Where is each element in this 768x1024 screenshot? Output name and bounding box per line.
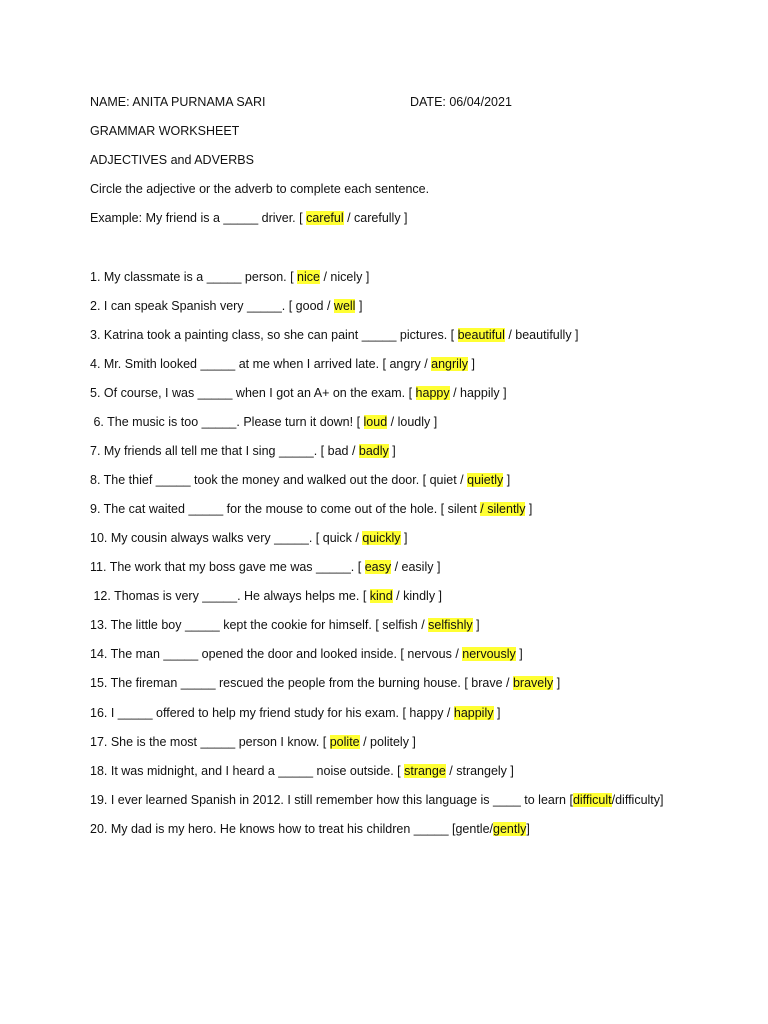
sentence-text: / loudly ]: [387, 415, 438, 429]
student-name: NAME: ANITA PURNAMA SARI: [90, 95, 266, 109]
sentence-text: 5. Of course, I was _____ when I got an A+ on the exam. [: [90, 386, 416, 400]
highlighted-answer: happily: [453, 706, 494, 720]
sentence-text: / kindly ]: [392, 589, 443, 603]
sentence-text: ]: [515, 647, 523, 661]
sentence-text: 7. My friends all tell me that I sing _____. [ bad /: [90, 444, 359, 458]
question-3: [90, 326, 579, 344]
highlighted-answer: / silently: [480, 502, 526, 516]
sentence-text: / nicely ]: [319, 270, 370, 284]
sentence-text: ]: [355, 299, 363, 313]
sentence-text: ]: [503, 473, 511, 487]
highlighted-answer: easy: [364, 560, 392, 574]
question-17: [90, 733, 416, 751]
highlighted-answer: kind: [369, 589, 393, 603]
sentence-text: 10. My cousin always walks very _____. [ quick /: [90, 531, 363, 545]
sentence-text: 20. My dad is my hero. He knows how to treat his children _____ [gentle/: [90, 822, 493, 836]
sentence-text: / politely ]: [359, 735, 416, 749]
highlighted-answer: difficult: [572, 793, 612, 807]
sentence-text: 2. I can speak Spanish very _____. [ good /: [90, 299, 334, 313]
sentence-text: 14. The man _____ opened the door and looked inside. [ nervous /: [90, 647, 463, 661]
question-10: [90, 529, 408, 547]
question-8: [90, 471, 510, 489]
sentence-text: 1. My classmate is a _____ person. [: [90, 270, 298, 284]
sentence-text: 17. She is the most _____ person I know. [: [90, 735, 330, 749]
sentence-text: ]: [400, 531, 408, 545]
question-15: [90, 674, 560, 692]
sentence-text: 13. The little boy _____ kept the cookie for himself. [ selfish /: [90, 618, 429, 632]
question-1: [90, 268, 369, 286]
question-14: [90, 645, 523, 663]
sentence-text: ]: [388, 444, 396, 458]
sentence-text: / strangely ]: [445, 764, 514, 778]
question-5: [90, 384, 507, 402]
sentence-text: ]: [472, 618, 480, 632]
question-20: [90, 820, 530, 838]
highlighted-answer: strange: [404, 764, 446, 778]
question-4: [90, 355, 475, 373]
sentence-text: ]: [525, 502, 533, 516]
sentence-text: ]: [526, 822, 530, 836]
highlighted-answer: beautiful: [457, 328, 505, 342]
highlighted-answer: selfishly: [428, 618, 473, 632]
question-13: [90, 616, 480, 634]
highlighted-answer: gently: [493, 822, 527, 836]
highlighted-answer: nice: [297, 270, 320, 284]
sentence-text: 3. Katrina took a painting class, so she can paint _____ pictures. [: [90, 328, 458, 342]
highlighted-answer: happy: [415, 386, 450, 400]
example-sentence: [90, 209, 408, 227]
sentence-text: / easily ]: [391, 560, 441, 574]
highlighted-answer: nervously: [462, 647, 516, 661]
sentence-text: 18. It was midnight, and I heard a _____ noise outside. [: [90, 764, 405, 778]
sentence-text: 12. Thomas is very _____. He always helps me. [: [90, 589, 370, 603]
highlighted-answer: careful: [306, 211, 344, 225]
question-18: [90, 762, 514, 780]
sentence-text: 6. The music is too _____. Please turn it down! [: [90, 415, 364, 429]
sentence-text: 11. The work that my boss gave me was _____. [: [90, 560, 365, 574]
sentence-text: /difficulty]: [611, 793, 664, 807]
sentence-text: 9. The cat waited _____ for the mouse to come out of the hole. [ silent: [90, 502, 481, 516]
question-2: [90, 297, 362, 315]
question-9: [90, 500, 532, 518]
highlighted-answer: quietly: [467, 473, 504, 487]
sentence-text: ]: [553, 676, 561, 690]
question-19: [90, 791, 664, 809]
sentence-text: ]: [467, 357, 475, 371]
sentence-text: 8. The thief _____ took the money and walked out the door. [ quiet /: [90, 473, 468, 487]
highlighted-answer: badly: [358, 444, 389, 458]
question-16: [90, 704, 500, 722]
sentence-text: / carefully ]: [343, 211, 408, 225]
sentence-text: 4. Mr. Smith looked _____ at me when I arrived late. [ angry /: [90, 357, 432, 371]
question-6: [90, 413, 437, 431]
sentence-text: 15. The fireman _____ rescued the people from the burning house. [ brave /: [90, 676, 513, 690]
sentence-text: Example: My friend is a _____ driver. [: [90, 211, 307, 225]
question-7: [90, 442, 396, 460]
sentence-text: / happily ]: [449, 386, 507, 400]
question-11: [90, 558, 440, 576]
sentence-text: / beautifully ]: [504, 328, 579, 342]
highlighted-answer: polite: [329, 735, 360, 749]
highlighted-answer: loud: [363, 415, 388, 429]
highlighted-answer: angrily: [431, 357, 468, 371]
highlighted-answer: well: [333, 299, 356, 313]
highlighted-answer: quickly: [362, 531, 401, 545]
instructions: Circle the adjective or the adverb to complete each sentence.: [90, 182, 430, 196]
worksheet-date: DATE: 06/04/2021: [410, 95, 512, 109]
question-12: [90, 587, 442, 605]
sentence-text: 19. I ever learned Spanish in 2012. I still remember how this language is ____ to learn [: [90, 793, 573, 807]
worksheet-title: GRAMMAR WORKSHEET: [90, 124, 240, 138]
highlighted-answer: bravely: [512, 676, 554, 690]
sentence-text: ]: [493, 706, 501, 720]
sentence-text: 16. I _____ offered to help my friend study for his exam. [ happy /: [90, 706, 454, 720]
worksheet-subtitle: ADJECTIVES and ADVERBS: [90, 153, 254, 167]
